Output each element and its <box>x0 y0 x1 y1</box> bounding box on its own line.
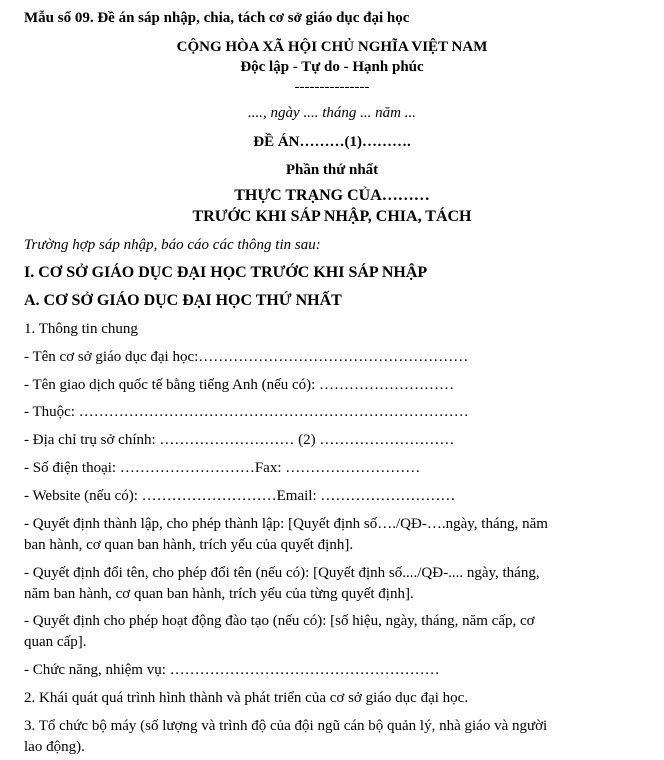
item-history: 2. Khái quát quá trình hình thành và phát triển của cơ sở giáo dục đại học. <box>24 690 469 706</box>
field-phone-fax: - Số điện thoại: ………………………Fax: ……………………… <box>24 460 421 476</box>
subtitle-line-2: TRƯỚC KHI SÁP NHẬP, CHIA, TÁCH <box>192 208 472 225</box>
field-training-decision-cont: quan cấp]. <box>24 634 87 650</box>
date-line: ...., ngày .... tháng ... năm ... <box>248 105 416 121</box>
item-organization-cont: lao động). <box>24 739 85 755</box>
field-website-email: - Website (nếu có): ………………………Email: ……………………… <box>24 488 456 504</box>
field-establishment-decision: - Quyết định thành lập, cho phép thành lập: [Quyết định số…./QĐ-….ngày, tháng, năm <box>24 516 548 532</box>
field-training-decision: - Quyết định cho phép hoạt động đào tạo (nếu có): [số hiệu, ngày, tháng, năm cấp, cơ <box>24 613 535 629</box>
country-name: CỘNG HÒA XÃ HỘI CHỦ NGHĨA VIỆT NAM <box>176 39 488 55</box>
form-title: Mẫu số 09. Đề án sáp nhập, chia, tách cơ sở giáo dục đại học <box>24 10 410 26</box>
field-belongs-to: - Thuộc: …………………………………………………………………… <box>24 404 469 420</box>
field-address: - Địa chỉ trụ sở chính: ……………………… (2) ……………………… <box>24 432 455 448</box>
subtitle-line-1: THỰC TRẠNG CỦA……… <box>234 187 430 204</box>
section-heading-a: A. CƠ SỞ GIÁO DỤC ĐẠI HỌC THỨ NHẤT <box>24 292 342 309</box>
section-heading-1: I. CƠ SỞ GIÁO DỤC ĐẠI HỌC TRƯỚC KHI SÁP NHẬP <box>24 264 428 281</box>
field-establishment-decision-cont: ban hành, cơ quan ban hành, trích yếu của quyết định]. <box>24 537 354 553</box>
field-rename-decision-cont: năm ban hành, cơ quan ban hành, trích yếu của từng quyết định]. <box>24 586 414 602</box>
document-title: ĐỀ ÁN………(1)………. <box>253 134 411 150</box>
part-heading: Phần thứ nhất <box>285 162 379 178</box>
field-english-name: - Tên giao dịch quốc tế bằng tiếng Anh (nếu có): ……………………… <box>24 377 455 393</box>
header-divider: --------------- <box>294 79 370 95</box>
national-motto: Độc lập - Tự do - Hạnh phúc <box>240 59 424 75</box>
item-organization: 3. Tổ chức bộ máy (số lượng và trình độ của đội ngũ cán bộ quản lý, nhà giáo và người <box>24 718 548 734</box>
field-name: - Tên cơ sở giáo dục đại học:……………………………………………… <box>24 349 469 365</box>
intro-note: Trường hợp sáp nhập, báo cáo các thông tin sau: <box>24 237 321 253</box>
field-functions: - Chức năng, nhiệm vụ: ……………………………………………… <box>24 662 440 678</box>
field-rename-decision: - Quyết định đổi tên, cho phép đổi tên (nếu có): [Quyết định số..../QĐ-.... ngày, tháng, <box>24 565 540 581</box>
item-general-info: 1. Thông tin chung <box>24 321 138 337</box>
